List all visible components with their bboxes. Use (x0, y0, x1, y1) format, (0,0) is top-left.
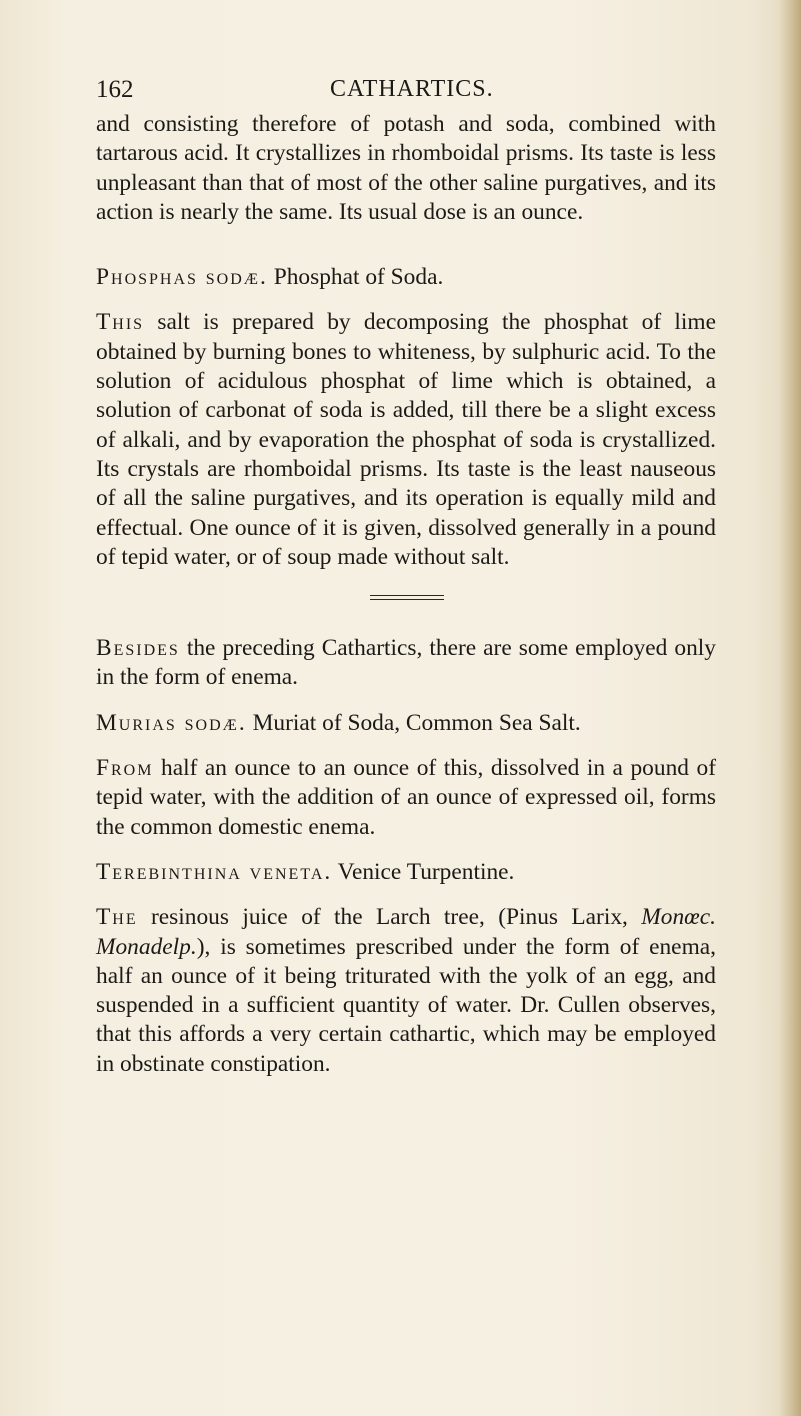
page-number: 162 (96, 76, 134, 103)
body-text (96, 110, 716, 1079)
lead-word: The (96, 904, 138, 931)
heading-latin: Phosphas sodæ. (96, 264, 268, 291)
heading-english: Muriat of Soda, Common Sea Salt. (252, 709, 581, 736)
paragraph-body: ), is sometimes prescribed under the form of enema, half an ounce of it being triturated with the yolk of an egg, and suspended in a sufficient quantity of water. Dr. Cullen observes, that this affords a very certain cathartic, which may be employed in obstinate constipation. (96, 933, 716, 1077)
paragraph-body: resinous juice of the Larch tree, (Pinus Larix, (151, 904, 628, 931)
heading-murias (96, 709, 716, 738)
spacer (96, 693, 716, 709)
heading-english: Phosphat of Soda. (273, 264, 444, 291)
page-header (96, 76, 716, 110)
divider-line (370, 595, 444, 596)
page-edge-shadow (779, 0, 801, 1416)
lead-word: Besides (96, 635, 180, 662)
heading-latin: Murias sodæ. (96, 709, 247, 736)
paragraph-body: the preceding Cathartics, there are some employed only in the form of enema. (96, 635, 716, 691)
divider-line (370, 599, 444, 600)
spacer (96, 842, 716, 858)
section-divider (96, 572, 716, 634)
heading-terebinthina (96, 858, 716, 887)
paragraph-body: salt is prepared by decomposing the phosphat of lime obtained by burning bones to whiteness, by sulphuric acid. To the solution of acidulous phosphat of lime which is obtained, a solution of carbonat of soda is added, till there be a slight excess of alkali, and by evaporation the phosphat of soda is crystallized. Its crystals are rhomboidal prisms. Its taste is the least nauseous of all the saline purgatives, and its operation is equally mild and effectual. One ounce of it is given, dissolved generally in a pound of tepid water, or of soup made without salt. (96, 309, 716, 570)
spacer (96, 292, 716, 308)
paragraph-body: half an ounce to an ounce of this, dissolved in a pound of tepid water, with the addition of an ounce of expressed oil, forms the common domestic enema. (96, 755, 716, 840)
paragraph-phosphas (96, 308, 716, 572)
running-head: CATHARTICS. (330, 76, 494, 102)
lead-word: This (96, 309, 145, 336)
intro-text: and consisting therefore of potash and soda, combined with tartarous acid. It crystallizes in rhomboidal prisms. Its taste is less unpleasant than that of most of the other saline purgatives, and its action is nearly the same. Its usual dose is an ounce. (96, 111, 716, 225)
paragraph-murias (96, 754, 716, 842)
spacer (96, 227, 716, 263)
spacer (96, 887, 716, 903)
paragraph-intro (96, 110, 716, 227)
paragraph-terebinthina (96, 903, 716, 1079)
heading-english: Venice Turpentine. (337, 858, 515, 885)
spacer (96, 738, 716, 754)
heading-latin: Terebinthina veneta. (96, 858, 333, 885)
lead-word: From (96, 755, 154, 782)
heading-phosphas (96, 263, 716, 292)
botanical-classification: Monœc. Monadelp. (96, 904, 716, 960)
paragraph-besides (96, 634, 716, 693)
